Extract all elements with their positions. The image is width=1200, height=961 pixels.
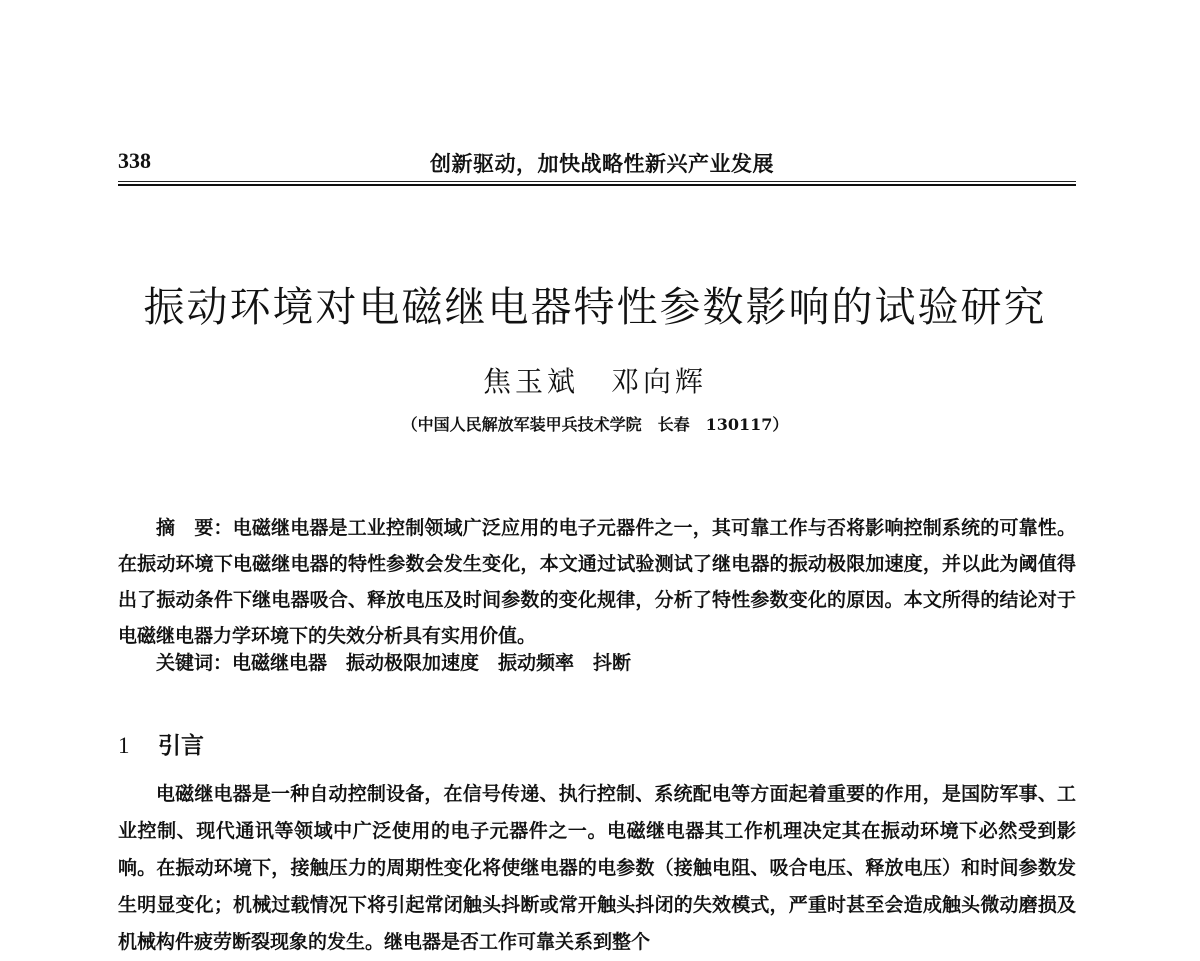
keywords: [156, 648, 631, 675]
body-paragraph: 电磁继电器是一种自动控制设备，在信号传递、执行控制、系统配电等方面起着重要的作用，是国防军事、工业控制、现代通讯等领域中广泛使用的电子元器件之一。电磁继电器其工作机理决定其在振动环境下必然受到影响。在振动环境下，接触压力的周期性变化将使继电器的电参数（接触电阻、吸合电压、释放电压）和时间参数发生明显变化；机械过载情况下将引起常闭触头抖断或常开触头抖闭的失效模式，严重时甚至会造成触头微动磨损及机械构件疲劳断裂现象的发生。继电器是否工作可靠关系到整个: [118, 783, 1076, 953]
abstract-text: 电磁继电器是工业控制领域广泛应用的电子元器件之一，其可靠工作与否将影响控制系统的可靠性。在振动环境下电磁继电器的特性参数会发生变化，本文通过试验测试了继电器的振动极限加速度，并以此为阈值得出了振动条件下继电器吸合、释放电压及时间参数的变化规律，分析了特性参数变化的原因。本文所得的结论对于电磁继电器力学环境下的失效分析具有实用价值。: [118, 517, 1076, 647]
section-heading: [118, 727, 204, 760]
running-head: 创新驱动，加快战略性新兴产业发展: [430, 151, 774, 176]
paper-title: 振动环境对电磁继电器特性参数影响的试验研究: [143, 283, 1047, 332]
page-number: 338: [118, 148, 151, 173]
abstract: [118, 510, 1076, 654]
keywords-label: 关键词：: [156, 652, 233, 674]
section-title: 引言: [158, 732, 204, 759]
header-rule-thick: [118, 184, 1076, 186]
abstract-label: 摘 要：: [156, 517, 233, 539]
header-rule-thin: [118, 181, 1076, 182]
keywords-text: 电磁继电器 振动极限加速度 振动频率 抖断: [232, 652, 632, 674]
authors: 焦玉斌 邓向辉: [482, 365, 707, 398]
affiliation: （中国人民解放军装甲兵技术学院 长春 130117）: [401, 415, 789, 434]
section-number: 1: [118, 733, 130, 758]
